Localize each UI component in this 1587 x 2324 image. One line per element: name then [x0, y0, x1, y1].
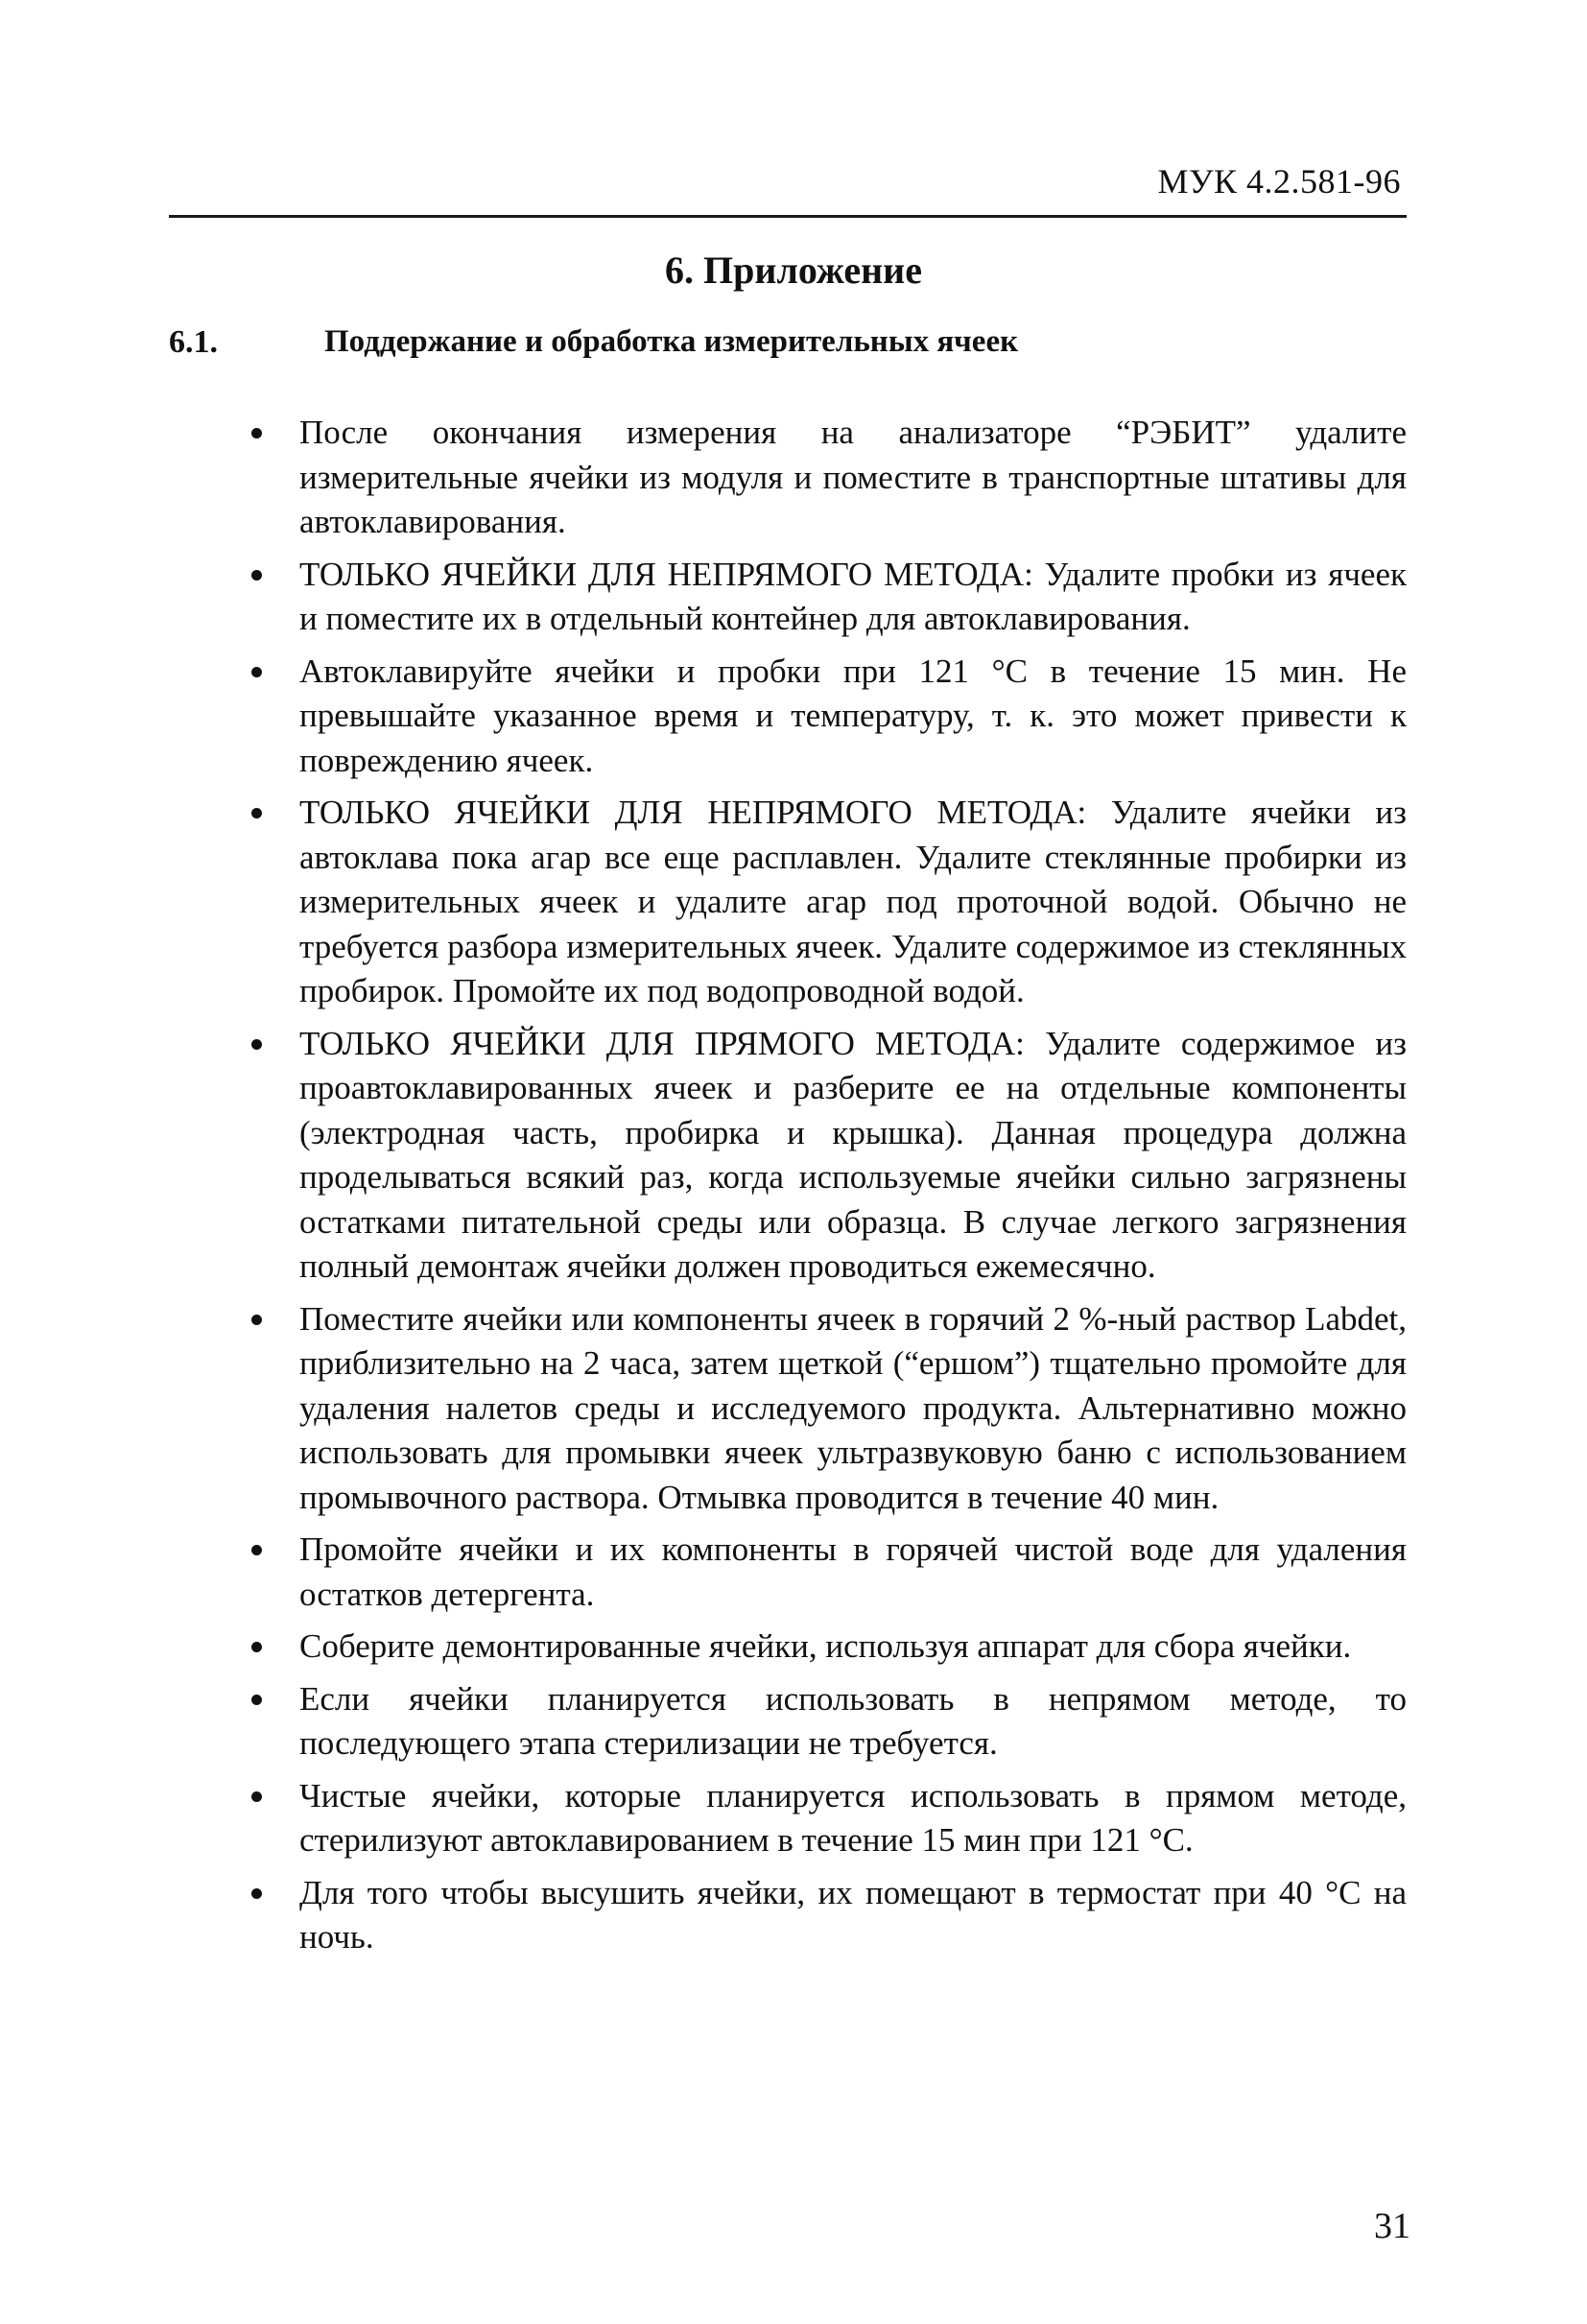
bullet-icon — [251, 1791, 262, 1802]
list-item — [249, 1774, 1407, 1863]
list-item-text: Чистые ячейки, которые планируется использовать в прямом методе, стерилизуют автоклавированием в течение 15 мин при 121 °С. — [299, 1776, 1407, 1859]
list-item — [249, 1677, 1407, 1767]
bullet-icon — [251, 667, 262, 677]
bullet-icon — [251, 1642, 262, 1652]
list-item — [249, 1871, 1407, 1960]
maintenance-steps-list — [249, 411, 1407, 1968]
document-code: МУК 4.2.581-96 — [1157, 162, 1401, 201]
page-number: 31 — [1374, 2206, 1410, 2246]
header-divider — [169, 215, 1407, 218]
bullet-icon — [251, 1315, 262, 1325]
bullet-icon — [251, 1695, 262, 1705]
list-item-text: Соберите демонтированные ячейки, используя аппарат для сбора ячейки. — [299, 1627, 1352, 1665]
list-item-text: После окончания измерения на анализаторе “РЭБИТ” удалите измерительные ячейки из модуля и поместите в транспортные штативы для автоклавирования. — [299, 414, 1407, 540]
list-item-text: ТОЛЬКО ЯЧЕЙКИ ДЛЯ НЕПРЯМОГО МЕТОДА: Удалите пробки из ячеек и поместите их в отдельный контейнер для автоклавирования. — [299, 555, 1407, 637]
bullet-icon — [251, 1545, 262, 1555]
bullet-icon — [251, 808, 262, 818]
list-item — [249, 411, 1407, 545]
list-item — [249, 553, 1407, 642]
list-item-text: ТОЛЬКО ЯЧЕЙКИ ДЛЯ НЕПРЯМОГО МЕТОДА: Удалите ячейки из автоклава пока агар все еще расплавлен. Удалите стеклянные пробирки из измерительных ячеек и удалите агар под проточной водой. Обычно не требуется разбора измерительных ячеек. Удалите содержимое из стеклянных пробирок. Промойте их под водопроводной водой. — [299, 794, 1407, 1009]
list-item-text: Если ячейки планируется использовать в непрямом методе, то последующего этапа стерилизации не требуется. — [299, 1679, 1407, 1762]
list-item — [249, 791, 1407, 1014]
section-number: 6.1. — [169, 324, 218, 360]
bullet-icon — [251, 570, 262, 581]
list-item — [249, 1624, 1407, 1670]
list-item — [249, 1528, 1407, 1617]
bullet-icon — [251, 428, 262, 439]
appendix-title: 6. Приложение — [665, 249, 922, 292]
bullet-icon — [251, 1888, 262, 1899]
list-item — [249, 650, 1407, 784]
section-title: Поддержание и обработка измерительных ячеек — [324, 324, 1019, 359]
list-item-text: ТОЛЬКО ЯЧЕЙКИ ДЛЯ ПРЯМОГО МЕТОДА: Удалите содержимое из проавтоклавированных ячеек и разберите ее на отдельные компоненты (электродная часть, пробирка и крышка). Данная процедура должна проделываться всякий раз, когда используемые ячейки сильно загрязнены остатками питательной среды или образца. В случае легкого загрязнения полный демонтаж ячейки должен проводиться ежемесячно. — [299, 1024, 1407, 1285]
list-item — [249, 1297, 1407, 1521]
list-item-text: Поместите ячейки или компоненты ячеек в горячий 2 %-ный раствор Labdet, приблизительно на 2 часа, затем щеткой (“ершом”) тщательно промойте для удаления налетов среды и исследуемого продукта. Альтернативно можно использовать для промывки ячеек ультразвуковую баню с использованием промывочного раствора. Отмывка проводится в течение 40 мин. — [299, 1299, 1407, 1516]
list-item-text: Промойте ячейки и их компоненты в горячей чистой воде для удаления остатков детергента. — [299, 1530, 1407, 1613]
list-item-text: Автоклавируйте ячейки и пробки при 121 °С в течение 15 мин. Не превышайте указанное время и температуру, т. к. это может привести к повреждению ячеек. — [299, 652, 1407, 779]
bullet-icon — [251, 1039, 262, 1050]
list-item-text: Для того чтобы высушить ячейки, их помещают в термостат при 40 °С на ночь. — [299, 1873, 1407, 1956]
list-item — [249, 1022, 1407, 1290]
